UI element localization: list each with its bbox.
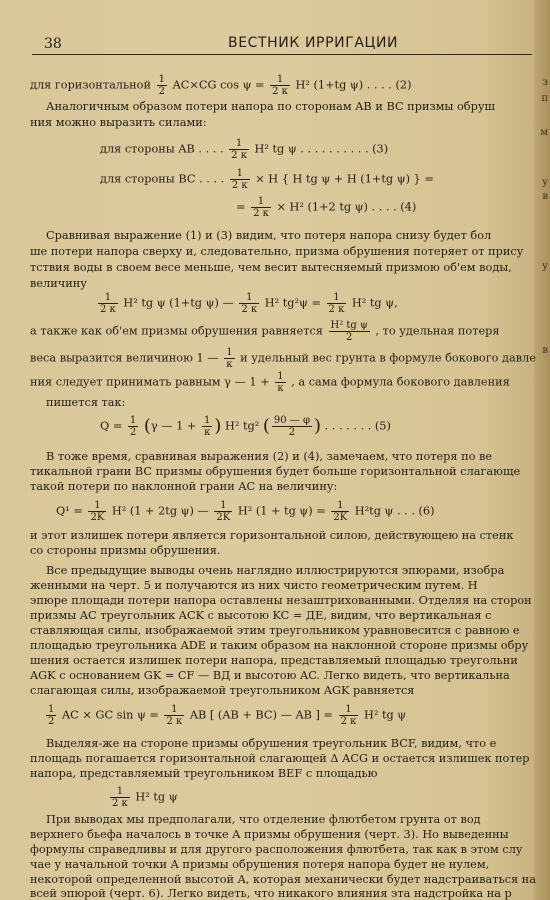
paragraph-line: со стороны призмы обрушения. (30, 544, 221, 557)
equation-text: Q¹ = (56, 504, 83, 518)
running-title: ВЕСТНИК ИРРИГАЦИИ (228, 35, 399, 51)
paragraph-line: женными на черт. 5 и получаются из них чисто геометрическим путем. Н (30, 579, 478, 592)
equation-text: H² (1 + 2tg ψ) — (111, 504, 209, 518)
fraction-part: 2 (329, 331, 370, 343)
equation-6 (56, 500, 435, 523)
equation-text: AC × GC sin ψ = (61, 708, 159, 722)
paragraph-line: такой потери по наклонной грани AC на величину: (30, 480, 338, 493)
fraction-part: к (275, 382, 285, 394)
fraction-part: 2K (216, 512, 231, 523)
equation-text: H²tg ψ . . . (6) (354, 504, 435, 518)
fraction-part: 1 (94, 500, 101, 511)
fraction (251, 196, 271, 219)
fraction (270, 74, 290, 97)
fraction (214, 500, 232, 523)
fraction-part: к (202, 426, 212, 438)
equation-7 (44, 704, 406, 727)
paragraph-line: призмы AC треугольник ACK с высотою KC = ДE, видим, что вертикальная с (30, 609, 492, 622)
paragraph-line: площадью треугольника ADE и таким образом на наклонной стороне призмы обру (30, 639, 529, 652)
fraction-part: 2 к (253, 208, 269, 219)
fraction-part: 1 (236, 168, 243, 179)
fraction-part: 1 (246, 292, 253, 303)
gutter-letter: у (542, 177, 548, 188)
paragraph-line: Все предыдущие выводы очень наглядно иллюстрируются эпюрами, изобра (46, 564, 505, 577)
fraction-part: 1 (171, 704, 178, 715)
paragraph-line: слагающая силы, изображаемой треугольником AGK равняется (30, 684, 415, 697)
text-span: веса выразится величиною 1 — (30, 351, 219, 365)
gutter-letter: в (542, 345, 548, 356)
paragraph-line (30, 371, 510, 394)
equation-text: H² tg²ψ = (264, 296, 321, 310)
paragraph-line: формулы справедливы и для другого расположения флютбета, так как в этом слу (30, 843, 523, 856)
paragraph-line: всей эпюрой (черт. 6). Легко видеть, что никакого влияния эта надстройка на р (30, 887, 512, 900)
equation-text: AB [ (AB + BC) — AB ] = (189, 708, 333, 722)
fraction-part: 2 к (340, 716, 357, 727)
fraction (110, 786, 130, 809)
fraction-part: 1 (204, 415, 211, 426)
paragraph-line: чае у начальной точки A призмы обрушения потеря напора будет не нулем, (30, 858, 490, 871)
paragraph-line (30, 347, 536, 370)
fraction-part: 2 к (272, 86, 288, 97)
fraction (230, 168, 250, 191)
fraction (202, 415, 212, 438)
fraction (224, 347, 234, 370)
paragraph-line: тствия воды в своем весе меньше, чем весит вытесняемый призмою об'ем воды, (30, 261, 512, 274)
fraction-part: к (224, 358, 234, 370)
equation-text: H² (1+tg ψ) . . . . (2) (295, 78, 412, 92)
equation-3 (100, 138, 388, 161)
gutter-letter: м (540, 127, 548, 138)
fraction-part: 2 (129, 427, 137, 438)
equation-text: Q = (100, 419, 123, 433)
fraction-part: 2 к (100, 304, 116, 315)
fraction (239, 292, 259, 315)
fraction (46, 704, 56, 727)
fraction (98, 292, 118, 315)
paragraph-line: величину (30, 277, 87, 290)
paragraph-line: AGK с основанием GK = CF — ВД и высотою AC. Легко видеть, что вертикальна (30, 669, 510, 682)
fraction-part: 1 (277, 371, 284, 382)
equation-text: . . . . . . . (5) (324, 419, 391, 433)
fraction-part: 2 к (231, 180, 248, 191)
text-span: и удельный вес грунта в формуле бокового давле (240, 351, 536, 365)
equation-text: H² (1 + tg ψ) = (237, 504, 326, 518)
fraction (331, 500, 349, 523)
fraction (157, 74, 167, 97)
equation-5: Q = $\frac{1}{2}$ (γ — 1 + $\frac{1}{к}$ ) H² tg² ( $\frac{90 — \varphi}{2}$ ) . . . . . . . (5) (100, 415, 391, 438)
fraction-part: 2 (272, 426, 312, 438)
equation-text: × H { H tg ψ + H (1+tg ψ) } = (255, 172, 434, 186)
fraction-part: 90 — φ (273, 415, 310, 426)
fraction-part: 2 к (112, 798, 128, 809)
equation-text: H² tg ψ, (351, 296, 398, 310)
fraction (88, 500, 106, 523)
paragraph-line: При выводах мы предполагали, что отделение флютбетом грунта от вод (46, 813, 481, 826)
fraction (327, 292, 347, 315)
equation-2 (30, 74, 412, 97)
equation-label: для стороны BC . . . . (100, 172, 225, 186)
gutter-letter: п (541, 93, 548, 104)
fraction (229, 138, 249, 161)
paragraph-line (30, 320, 500, 343)
fraction-part: 1 (116, 786, 124, 797)
equation-value (96, 292, 398, 315)
text-span: ния следует принимать равным γ — 1 + (30, 375, 270, 389)
paragraph-line: ставляющая силы, изображаемой этим треугольником уравновесится с равною е (30, 624, 520, 637)
fraction-part: 2 к (231, 150, 247, 161)
text-span: , а сама формула бокового давления (291, 375, 510, 389)
paragraph-line: некоторой определенной высотой A, которая механически будет надстраиваться на (30, 873, 536, 886)
gutter-letter: у (542, 261, 548, 272)
fraction (128, 415, 138, 438)
equation-label: для стороны AB . . . . (100, 142, 224, 156)
fraction-part: 1 (345, 704, 352, 715)
paragraph-line: Сравнивая выражение (1) и (3) видим, что потеря напора снизу будет бол (46, 229, 492, 242)
fraction (272, 415, 312, 438)
fraction-part: 1 (257, 196, 265, 207)
fraction-part: 1 (129, 415, 137, 426)
text-span: а также как об'ем призмы обрушения равняется (30, 324, 323, 338)
fraction (275, 371, 285, 394)
fraction-part: 1 (48, 704, 55, 715)
paragraph-line: Выделяя-же на стороне призмы обрушения треугольник BCF, видим, что е (46, 737, 497, 750)
equation-text: H² tg ψ (135, 790, 178, 804)
paragraph-line: верхнего бьефа началось в точке A призмы обрушения (черт. 3). Но выведенны (30, 828, 509, 841)
paragraph-line: ния можно выразить силами: (30, 116, 207, 129)
fraction-part: 2 к (328, 304, 345, 315)
equation-text: γ — 1 + (150, 419, 197, 433)
fraction-part: 2 к (166, 716, 183, 727)
paragraph-line: площадь погашается горизонтальной слагающей Δ ACG и остается излишек потер (30, 752, 530, 765)
fraction-part: 1 (333, 292, 340, 303)
paragraph-line: тикальной грани BC призмы обрушения будет больше горизонтальной слагающе (30, 465, 521, 478)
equation-text: AC×CG cos ψ = (172, 78, 265, 92)
page-header (32, 32, 532, 55)
fraction-part: 1 (337, 500, 344, 511)
gutter-letter: в (542, 191, 548, 202)
fraction-part: 2K (333, 512, 348, 523)
fraction-part: 1 (158, 74, 165, 85)
fraction (339, 704, 359, 727)
fraction-part: 1 (220, 500, 227, 511)
fraction-part: 2K (90, 512, 105, 523)
fraction-part: 1 (104, 292, 112, 303)
fraction (329, 320, 370, 343)
fraction-part: 1 (226, 347, 233, 358)
equation-text: H² tg² (225, 419, 260, 433)
equation-text: для горизонтальной (30, 78, 151, 92)
paragraph-line: Аналогичным образом потери напора по сторонам AB и BC призмы обруш (46, 100, 495, 113)
equation-text: × H² (1+2 tg ψ) . . . . (4) (276, 200, 417, 214)
equation-8 (108, 786, 178, 809)
paragraph-line: В тоже время, сравнивая выражения (2) и (4), замечаем, что потеря по ве (46, 450, 493, 463)
page-number: 38 (44, 36, 62, 52)
fraction-part: 1 (276, 74, 284, 85)
fraction-part: 2 (48, 716, 55, 727)
fraction-part: H² tg ψ (330, 320, 368, 331)
gutter-letter: з (542, 77, 548, 88)
text-span: , то удельная потеря (375, 324, 500, 338)
paragraph-line: эпюре площади потери напора оставлены незаштрихованными. Отделяя на сторон (30, 594, 532, 607)
fraction (164, 704, 184, 727)
paragraph-line: напора, представляемый треугольником BEF с площадью (30, 767, 378, 780)
equation-text: H² tg ψ . . . . . . . . . . (3) (254, 142, 389, 156)
fraction-part: 2 к (241, 304, 258, 315)
fraction-part: 2 (158, 86, 165, 97)
equation-text: H² tg ψ (1+tg ψ) — (123, 296, 234, 310)
paragraph-line: пишется так: (46, 396, 126, 409)
equation-4b: = $\frac{1}{2 к}$ × H² (1+2 tg ψ) . . . . (4) (236, 196, 417, 219)
paragraph-line: ше потери напора сверху и, следовательно, призма обрушения потеряет от прису (30, 245, 524, 258)
paragraph-line: и этот излишек потери является горизонтальной силою, действующею на стенк (30, 529, 514, 542)
equation-4a (100, 168, 434, 191)
equation-text: H² tg ψ (363, 708, 407, 722)
fraction-part: 1 (235, 138, 243, 149)
paragraph-line: шения остается излишек потери напора, представляемый площадью треугольни (30, 654, 518, 667)
